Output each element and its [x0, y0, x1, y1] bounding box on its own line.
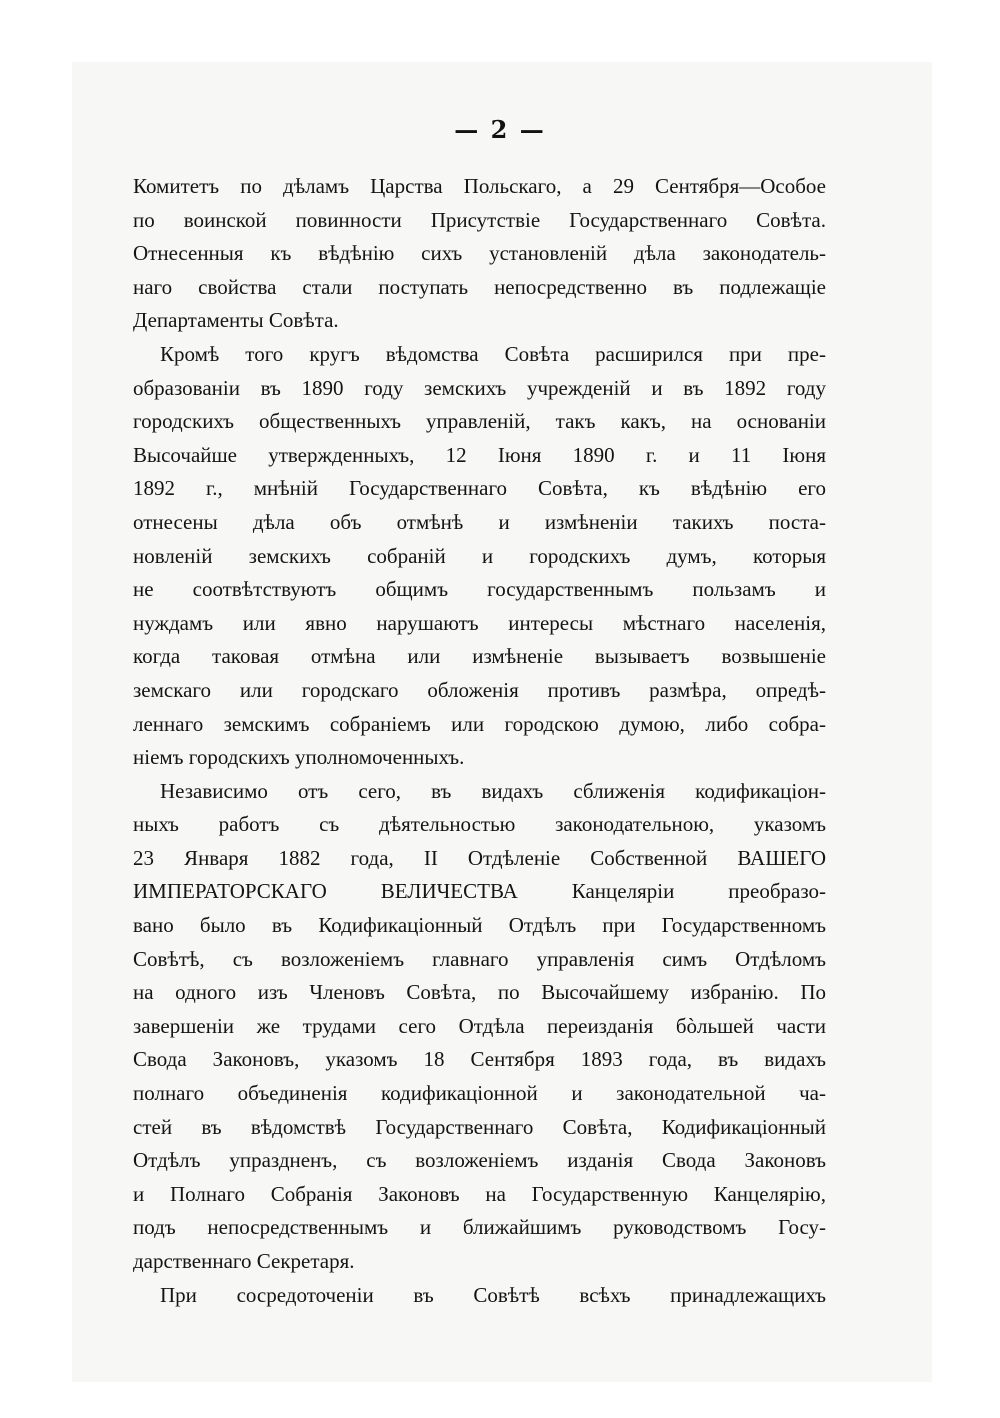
text-line: городскихъ общественныхъ управленій, такъ какъ, на основаніи: [133, 409, 826, 434]
text-line: Отдѣлъ упраздненъ, съ возложеніемъ изданія Свода Законовъ: [133, 1148, 826, 1173]
text-line: Отнесенныя къ вѣдѣнію сихъ установленій дѣла законодатель-: [133, 241, 826, 266]
text-line: Независимо отъ сего, въ видахъ сближенія кодификаціон-: [160, 778, 826, 803]
text-line: леннаго земскимъ собраніемъ или городскою думою, либо собра-: [133, 711, 826, 736]
text-line: образованіи въ 1890 году земскихъ учрежденій и въ 1892 году: [133, 375, 826, 400]
document-body: [133, 170, 826, 1312]
text-line: отнесены дѣла объ отмѣнѣ и измѣненіи такихъ поста-: [133, 509, 826, 534]
text-line: Департаменты Совѣта.: [133, 308, 339, 333]
text-line: и Полнаго Собранія Законовъ на Государственную Канцелярію,: [133, 1181, 826, 1206]
text-line: завершеніи же трудами сего Отдѣла переизданія бòльшей части: [133, 1013, 826, 1038]
paragraph-1: [133, 170, 826, 338]
text-line: нуждамъ или явно нарушаютъ интересы мѣстнаго населенія,: [133, 610, 826, 635]
text-line: стей въ вѣдомствѣ Государственнаго Совѣта, Кодификаціонный: [133, 1114, 826, 1139]
text-line: не соотвѣтствуютъ общимъ государственнымъ пользамъ и: [133, 577, 826, 602]
text-line: полнаго объединенія кодификаціонной и законодательной ча-: [133, 1081, 826, 1106]
text-line: по воинской повинности Присутствіе Государственнаго Совѣта.: [133, 207, 826, 232]
text-line: ныхъ работъ съ дѣятельностью законодательною, указомъ: [133, 812, 826, 837]
text-line: когда таковая отмѣна или измѣненіе вызываетъ возвышеніе: [133, 644, 826, 669]
text-line: ИМПЕРАТОРСКАГО ВЕЛИЧЕСТВА Канцеляріи преобразо-: [133, 879, 826, 904]
text-line: При сосредоточеніи въ Совѣтѣ всѣхъ принадлежащихъ: [160, 1282, 826, 1307]
text-line: дарственнаго Секретаря.: [133, 1249, 355, 1273]
text-line: Комитетъ по дѣламъ Царства Польскаго, а 29 Сентября—Особое: [133, 174, 826, 198]
text-line: Совѣтѣ, съ возложеніемъ главнаго управленія симъ Отдѣломъ: [133, 946, 826, 971]
paragraph-4: [133, 1279, 826, 1313]
text-line: Кромѣ того кругъ вѣдомства Совѣта расширился при пре-: [160, 341, 826, 366]
text-line: 23 Января 1882 года, II Отдѣленіе Собственной ВАШЕГО: [133, 845, 826, 870]
text-line: 1892 г., мнѣній Государственнаго Совѣта, къ вѣдѣнію его: [133, 476, 826, 501]
text-line: новленій земскихъ собраній и городскихъ думъ, которыя: [133, 543, 826, 568]
text-line: подъ непосредственнымъ и ближайшимъ руководствомъ Госу-: [133, 1215, 826, 1240]
paragraph-3: [133, 775, 826, 1279]
text-line: Высочайше утвержденныхъ, 12 Іюня 1890 г. и 11 Іюня: [133, 442, 826, 467]
text-line: наго свойства стали поступать непосредственно въ подлежащіе: [133, 274, 826, 299]
text-line: на одного изъ Членовъ Совѣта, по Высочайшему избранію. По: [133, 980, 826, 1005]
text-line: вано было въ Кодификаціонный Отдѣлъ при Государственномъ: [133, 913, 826, 938]
text-line: земскаго или городскаго обложенія противъ размѣра, опредѣ-: [133, 677, 826, 702]
text-line: ніемъ городскихъ уполномоченныхъ.: [133, 745, 465, 770]
page-number: — 2 —: [454, 115, 546, 144]
paragraph-2: [133, 338, 826, 775]
text-line: Свода Законовъ, указомъ 18 Сентября 1893 года, въ видахъ: [133, 1047, 826, 1072]
